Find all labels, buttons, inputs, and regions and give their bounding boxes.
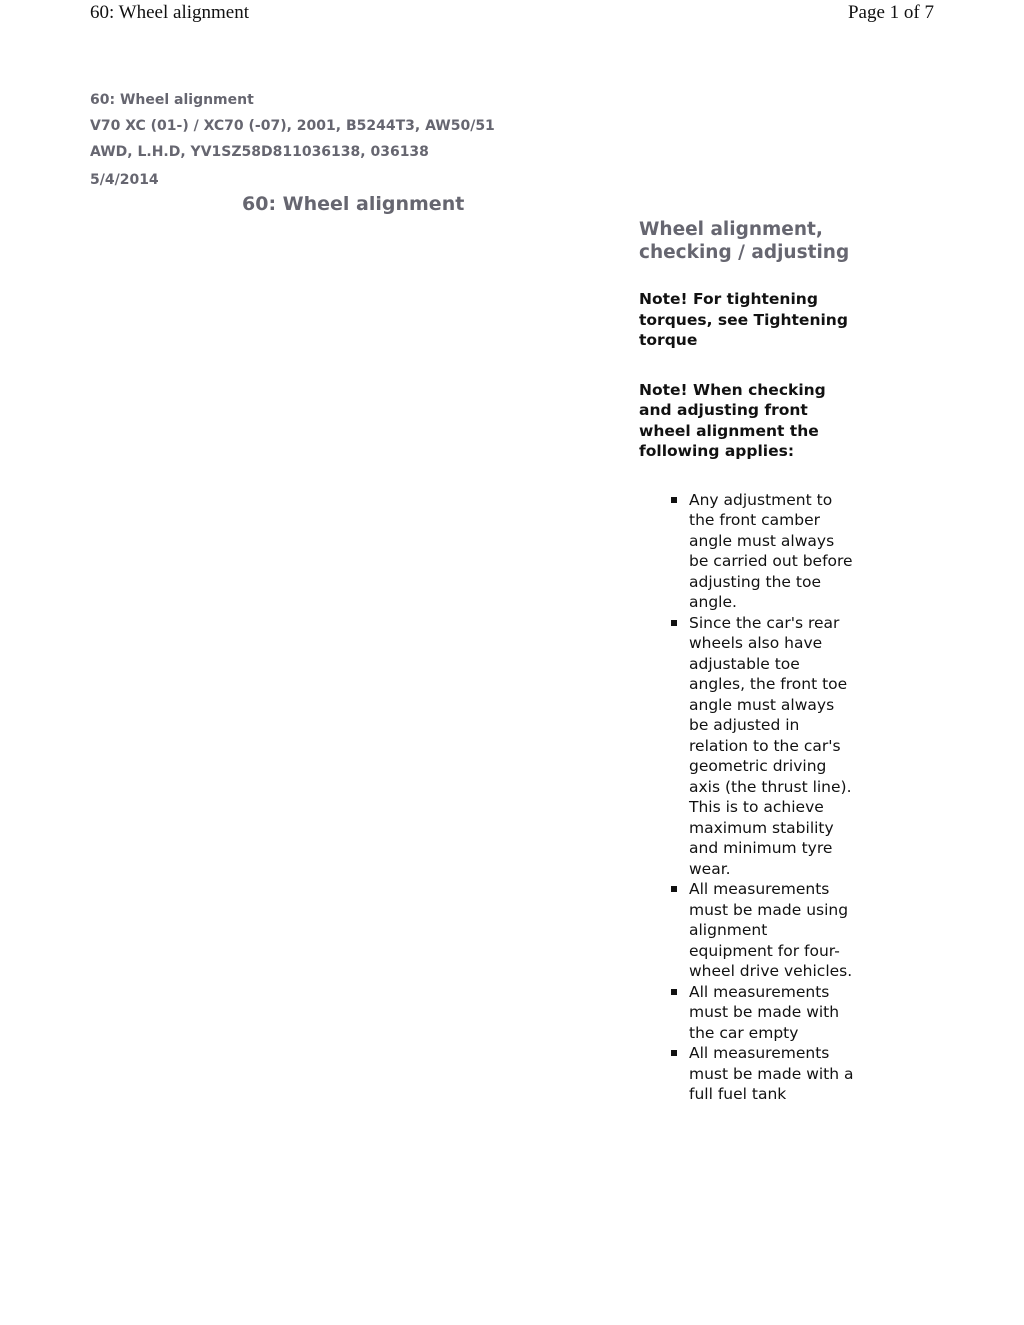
list-item-text: Any adjustment to the front camber angle must always be carried out before adjusting the toe angle. [689,490,853,611]
list-item [689,1043,854,1105]
list-item [689,613,854,880]
meta-model: V70 XC (01-) / XC70 (-07), 2001, B5244T3, AW50/51 [90,118,495,134]
document-title: 60: Wheel alignment [242,193,465,215]
square-bullet-icon [671,886,677,892]
list-item-text: All measurements must be made using alignment equipment for four-wheel drive vehicles. [689,880,853,980]
page-number: Page 1 of 7 [847,2,934,23]
list-item [689,982,854,1044]
content-column [639,219,854,1105]
square-bullet-icon [671,989,677,995]
meta-vehicle: AWD, L.H.D, YV1SZ58D811036138, 036138 [90,144,429,160]
square-bullet-icon [671,620,677,626]
meta-section: 60: Wheel alignment [90,92,254,108]
list-item [689,879,854,982]
square-bullet-icon [671,1050,677,1056]
meta-date: 5/4/2014 [90,172,159,188]
requirements-list [639,490,854,1105]
section-title: Wheel alignment, checking / adjusting [639,219,850,263]
print-header-title: 60: Wheel alignment [90,2,249,23]
note-front-alignment: Note! When checking and adjusting front wheel alignment the following applies: [639,380,826,460]
list-item-text: All measurements must be made with the car empty [689,982,840,1042]
list-item-text: All measurements must be made with a full fuel tank [689,1044,854,1103]
list-item [689,490,854,613]
square-bullet-icon [671,497,677,503]
note-tightening-torque: Note! For tightening torques, see Tightening torque [639,290,848,349]
list-item-text: Since the car's rear wheels also have adjustable toe angles, the front toe angle must always be adjusted in relation to the car's geometric driving axis (the thrust line). This is to achieve maximum stability and minimum tyre wear. [689,613,852,878]
